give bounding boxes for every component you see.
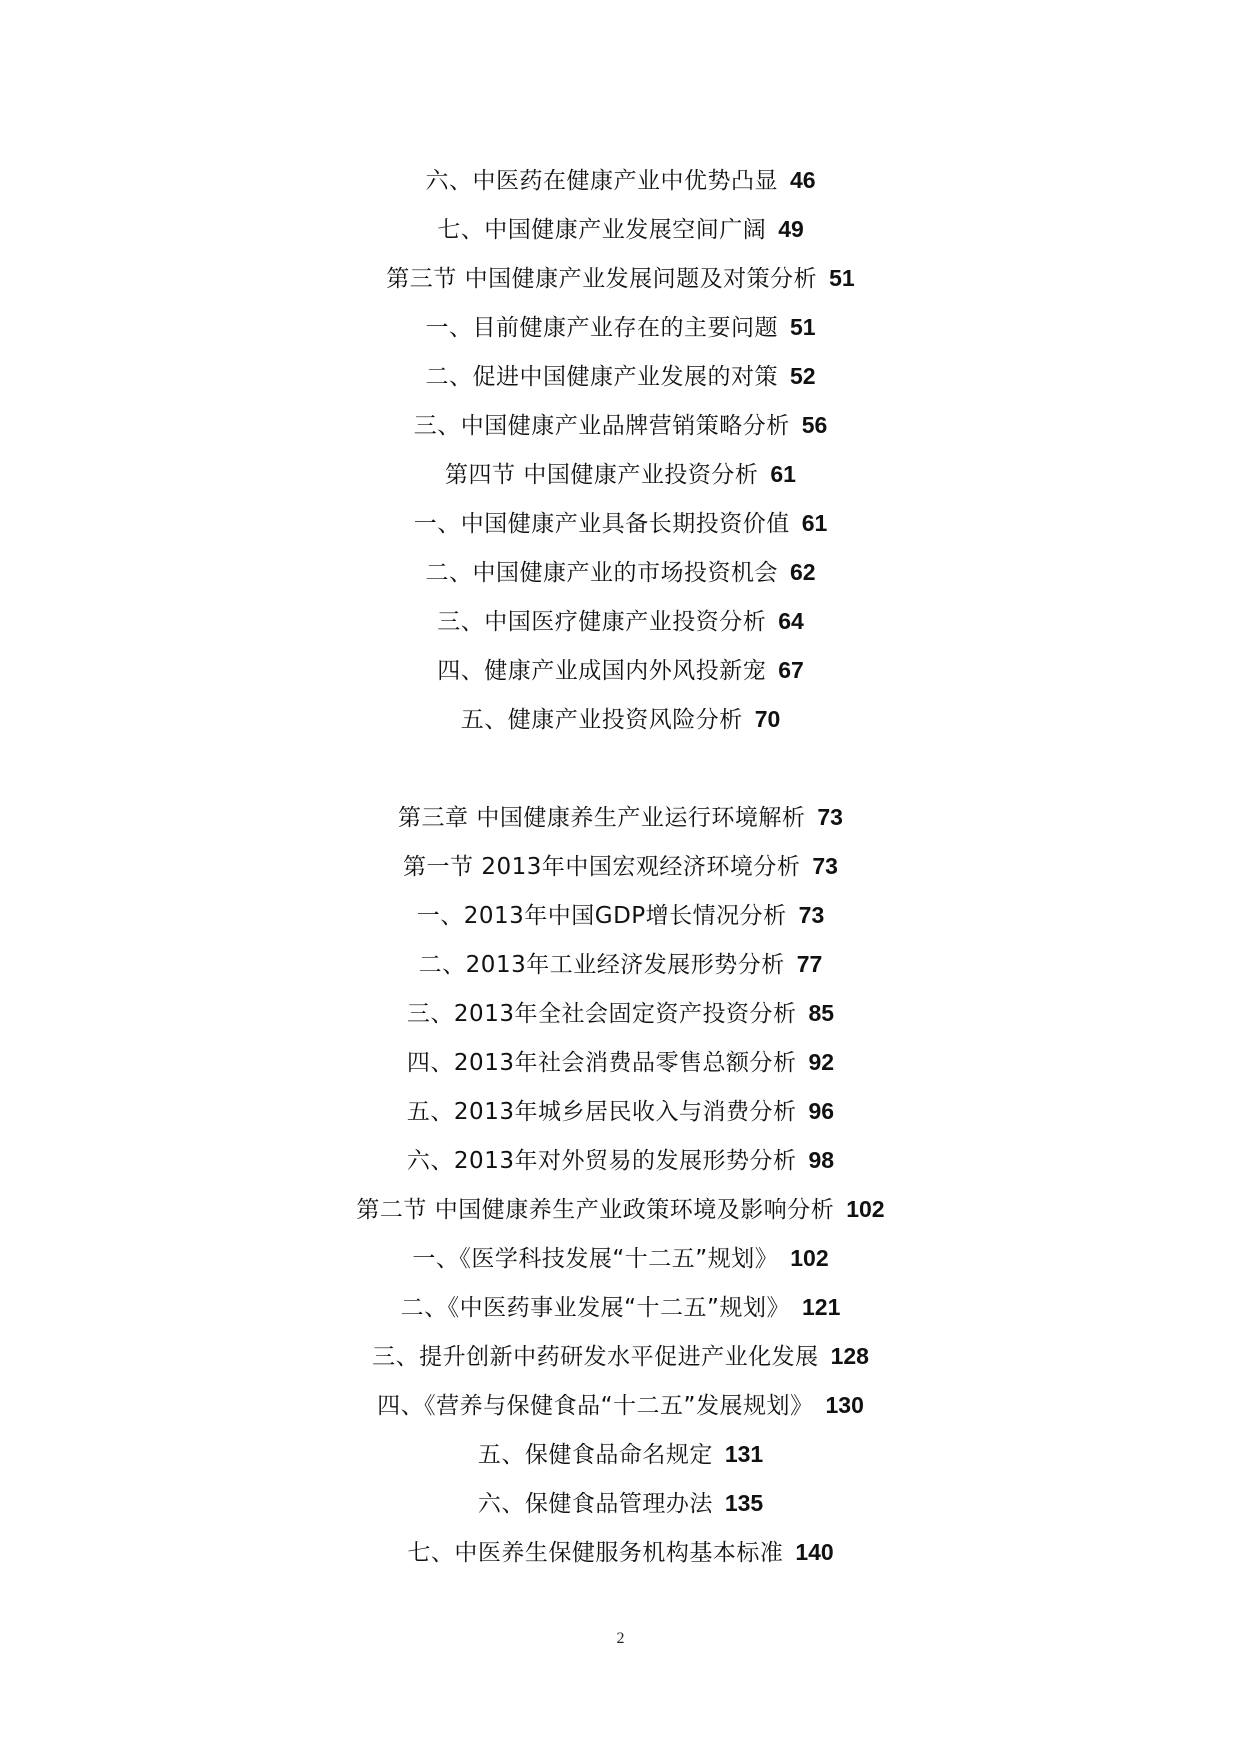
toc-entry-page-number: 61 — [801, 510, 828, 536]
toc-entry[interactable] — [0, 793, 1241, 842]
toc-entry-title: 五、2013年城乡居民收入与消费分析 — [406, 1099, 797, 1125]
toc-entry-page-number: 51 — [829, 265, 855, 291]
toc-entry-title: 一、目前健康产业存在的主要问题 — [425, 315, 778, 341]
toc-entry-title: 三、提升创新中药研发水平促进产业化发展 — [372, 1344, 819, 1370]
toc-entry-page-number: 102 — [846, 1196, 885, 1222]
toc-entry[interactable] — [0, 940, 1241, 989]
toc-entry-title: 六、保健食品管理办法 — [477, 1491, 713, 1517]
toc-entry-page-number: 140 — [795, 1539, 834, 1565]
toc-entry[interactable] — [0, 1234, 1241, 1283]
toc-entry-title: 一、《医学科技发展“十二五”规划》 — [412, 1246, 779, 1272]
toc-entry-page-number: 135 — [724, 1490, 764, 1516]
toc-entry-title: 第四节 中国健康产业投资分析 — [445, 462, 759, 488]
toc-entry[interactable] — [0, 597, 1241, 646]
toc-entry-page-number: 49 — [778, 216, 804, 242]
toc-entry-title: 一、中国健康产业具备长期投资价值 — [413, 511, 790, 537]
toc-entry-page-number: 73 — [798, 902, 825, 928]
toc-entry[interactable] — [0, 548, 1241, 597]
toc-entry-title: 第二节 中国健康养生产业政策环境及影响分析 — [356, 1197, 835, 1223]
toc-entry-title: 二、《中医药事业发展“十二五”规划》 — [400, 1295, 790, 1321]
toc-entry-page-number: 64 — [778, 608, 804, 634]
toc-entry[interactable] — [0, 891, 1241, 940]
toc-entry-title: 五、健康产业投资风险分析 — [460, 707, 743, 733]
toc-entry-title: 三、中国健康产业品牌营销策略分析 — [413, 413, 790, 439]
toc-entry[interactable] — [0, 1332, 1241, 1381]
toc-entry-title: 三、2013年全社会固定资产投资分析 — [406, 1001, 797, 1027]
toc-entry-title: 四、2013年社会消费品零售总额分析 — [406, 1050, 797, 1076]
toc-entry-title: 第一节 2013年中国宏观经济环境分析 — [403, 854, 801, 880]
toc-entry[interactable] — [0, 1087, 1241, 1136]
toc-entry[interactable] — [0, 401, 1241, 450]
toc-entry[interactable] — [0, 303, 1241, 352]
toc-entry-page-number: 73 — [817, 804, 843, 830]
toc-entry-title: 第三章 中国健康养生产业运行环境解析 — [398, 805, 806, 831]
toc-entry-title: 四、《营养与保健食品“十二五”发展规划》 — [377, 1393, 814, 1419]
toc-entry[interactable] — [0, 205, 1241, 254]
toc-entry-page-number: 46 — [789, 167, 816, 193]
toc-entry-title: 二、中国健康产业的市场投资机会 — [425, 560, 778, 586]
toc-entry-page-number: 121 — [801, 1294, 841, 1320]
toc-entry-page-number: 98 — [808, 1147, 835, 1173]
toc-entry-page-number: 96 — [808, 1098, 835, 1124]
toc-entry[interactable] — [0, 1283, 1241, 1332]
toc-entry[interactable] — [0, 450, 1241, 499]
toc-entry[interactable] — [0, 989, 1241, 1038]
toc-entry[interactable] — [0, 499, 1241, 548]
toc-entry[interactable] — [0, 1381, 1241, 1430]
toc-entry-page-number: 85 — [808, 1000, 835, 1026]
toc-entry-page-number: 67 — [778, 657, 804, 683]
toc-entry-title: 二、促进中国健康产业发展的对策 — [425, 364, 778, 390]
toc-entry[interactable] — [0, 156, 1241, 205]
toc-entry[interactable] — [0, 1528, 1241, 1577]
toc-entry-title: 二、2013年工业经济发展形势分析 — [418, 952, 785, 978]
toc-entry-title: 四、健康产业成国内外风投新宠 — [437, 658, 767, 684]
toc-entry-title: 七、中医养生保健服务机构基本标准 — [407, 1540, 784, 1566]
toc-entry-page-number: 51 — [789, 314, 816, 340]
toc-entry-page-number: 92 — [808, 1049, 835, 1075]
toc-entry-page-number: 102 — [790, 1245, 829, 1271]
toc-entry[interactable] — [0, 695, 1241, 744]
toc-entry-title: 第三节 中国健康产业发展问题及对策分析 — [386, 266, 818, 292]
toc-entry[interactable] — [0, 254, 1241, 303]
toc-entry-title: 七、中国健康产业发展空间广阔 — [437, 217, 767, 243]
toc-entry-title: 六、2013年对外贸易的发展形势分析 — [406, 1148, 797, 1174]
toc-entry[interactable] — [0, 1185, 1241, 1234]
toc-entry-page-number: 62 — [789, 559, 816, 585]
toc-entry-title: 一、2013年中国GDP增长情况分析 — [416, 903, 787, 929]
table-of-contents — [0, 156, 1241, 1577]
toc-entry[interactable] — [0, 646, 1241, 695]
toc-entry-page-number: 130 — [825, 1392, 864, 1418]
toc-section-gap — [0, 744, 1241, 793]
toc-entry-title: 五、保健食品命名规定 — [477, 1442, 713, 1468]
toc-entry-page-number: 56 — [801, 412, 828, 438]
toc-entry-title: 三、中国医疗健康产业投资分析 — [437, 609, 767, 635]
page-number: 2 — [616, 1630, 625, 1647]
toc-entry-page-number: 128 — [830, 1343, 869, 1369]
toc-entry[interactable] — [0, 352, 1241, 401]
toc-entry[interactable] — [0, 1038, 1241, 1087]
toc-entry-page-number: 70 — [754, 706, 781, 732]
toc-entry-page-number: 77 — [796, 951, 823, 977]
toc-entry[interactable] — [0, 1430, 1241, 1479]
toc-entry-page-number: 52 — [789, 363, 816, 389]
toc-entry-page-number: 61 — [770, 461, 796, 487]
toc-entry[interactable] — [0, 1136, 1241, 1185]
toc-entry-title: 六、中医药在健康产业中优势凸显 — [425, 168, 778, 194]
toc-entry[interactable] — [0, 1479, 1241, 1528]
toc-entry-page-number: 73 — [812, 853, 838, 879]
toc-entry[interactable] — [0, 842, 1241, 891]
toc-entry-page-number: 131 — [724, 1441, 764, 1467]
